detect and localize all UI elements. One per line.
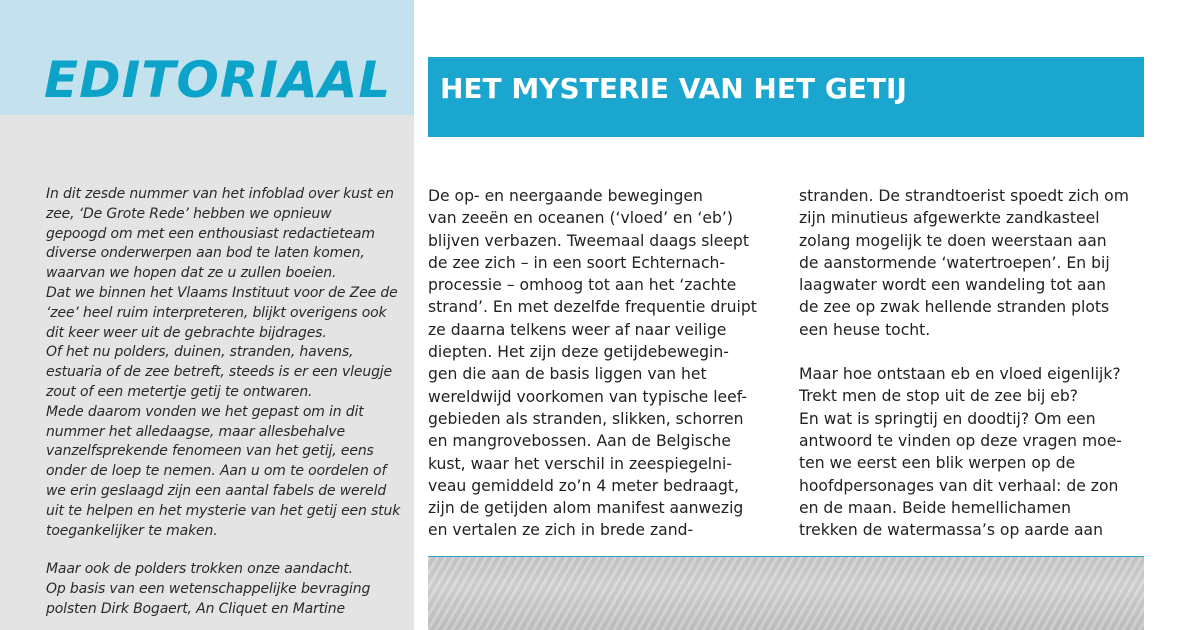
- article-text-line: en vertalen ze zich in brede zand-: [428, 521, 694, 540]
- article-title: HET MYSTERIE VAN HET GETIJ: [440, 72, 907, 105]
- editorial-text-line: we erin geslaagd zijn een aantal fabels de wereld: [46, 482, 387, 499]
- editorial-body: [46, 185, 406, 620]
- article-text-line: de aanstormende ‘watertroepen’. En bij: [799, 253, 1110, 272]
- article-text-line: gen die aan de basis liggen van het: [428, 365, 707, 384]
- editorial-text-line: dit keer weer uit de gebrachte bijdrages.: [46, 324, 327, 341]
- article-text-line: trekken de watermassa’s op aarde aan: [799, 521, 1103, 540]
- article-header: [428, 57, 1144, 137]
- editorial-sidebar: [0, 0, 414, 630]
- article-text-line: En wat is springtij en doodtij? Om een: [799, 409, 1096, 428]
- article-text-line: ten we eerst een blik werpen op de: [799, 454, 1076, 473]
- editorial-text-line: Maar ook de polders trokken onze aandacht.: [46, 561, 353, 578]
- article-text-line: gebieden als stranden, slikken, schorren: [428, 409, 744, 428]
- article-text-line: veau gemiddeld zo’n 4 meter bedraagt,: [428, 476, 739, 495]
- editorial-text-line: polsten Dirk Bogaert, An Cliquet en Martine: [46, 600, 345, 617]
- editorial-text-line: waarvan we hopen dat ze u zullen boeien.: [46, 265, 337, 282]
- editorial-text-line: toegankelijker te maken.: [46, 522, 218, 539]
- paragraph-gap: [799, 341, 1149, 363]
- editorial-text-line: gepoogd om met een enthousiast redactieteam: [46, 225, 375, 242]
- article-text-line: hoofdpersonages van dit verhaal: de zon: [799, 476, 1119, 495]
- article-text-line: van zeeën en oceanen (‘vloed’ en ‘eb’): [428, 209, 733, 228]
- editorial-text-line: uit te helpen en het mysterie van het getij een stuk: [46, 502, 401, 519]
- article-text-line: Maar hoe ontstaan eb en vloed eigenlijk?: [799, 365, 1121, 384]
- article-text-line: een heuse tocht.: [799, 320, 931, 339]
- article-text-line: processie – omhoog tot aan het ‘zachte: [428, 276, 737, 295]
- article-text-line: laagwater wordt een wandeling tot aan: [799, 276, 1106, 295]
- article-text-line: kust, waar het verschil in zeespiegelni-: [428, 454, 732, 473]
- editorial-text-line: Dat we binnen het Vlaams Instituut voor de Zee de: [46, 284, 398, 301]
- editorial-text-line: Op basis van een wetenschappelijke bevraging: [46, 581, 371, 598]
- article-text-line: en de maan. Beide hemellichamen: [799, 498, 1071, 517]
- editorial-text-line: zee, ‘De Grote Rede’ hebben we opnieuw: [46, 205, 332, 222]
- paragraph-gap: [46, 541, 406, 560]
- article-text-line: zolang mogelijk te doen weerstaan aan: [799, 231, 1107, 250]
- article-text-line: ze daarna telkens weer af naar veilige: [428, 320, 727, 339]
- article-text-line: De op- en neergaande bewegingen: [428, 187, 703, 205]
- photo-texture: [428, 557, 1144, 630]
- editorial-text-line: onder de loep te nemen. Aan u om te oordelen of: [46, 463, 387, 480]
- article-text-line: de zee zich – in een soort Echternach-: [428, 253, 726, 272]
- editorial-text-line: estuaria of de zee betreft, steeds is er een vleugje: [46, 364, 393, 381]
- article-text-line: blijven verbazen. Tweemaal daags sleept: [428, 231, 749, 250]
- article-column-1: [428, 185, 788, 542]
- article-column-2: [799, 185, 1149, 541]
- article-photo: [428, 557, 1144, 630]
- article-text-line: Trekt men de stop uit de zee bij eb?: [799, 387, 1079, 406]
- editorial-text-line: In dit zesde nummer van het infoblad over kust en: [46, 186, 394, 202]
- article-text-line: zijn de getijden alom manifest aanwezig: [428, 499, 744, 518]
- editorial-text-line: nummer het alledaagse, maar allesbehalve: [46, 423, 345, 440]
- article-text-line: zijn minutieus afgewerkte zandkasteel: [799, 209, 1100, 228]
- editorial-text-line: Mede daarom vonden we het gepast om in dit: [46, 403, 364, 420]
- article-text-line: strand’. En met dezelfde frequentie druipt: [428, 298, 757, 317]
- editorial-text-line: Of het nu polders, duinen, stranden, havens,: [46, 344, 354, 361]
- article-text-line: antwoord te vinden op deze vragen moe-: [799, 431, 1122, 450]
- article-text-line: stranden. De strandtoerist spoedt zich om: [799, 187, 1129, 205]
- editorial-text-line: ‘zee’ heel ruim interpreteren, blijkt overigens ook: [46, 304, 387, 321]
- editorial-text-line: vanzelfsprekende fenomeen van het getij, eens: [46, 443, 374, 460]
- article-text-line: de zee op zwak hellende stranden plots: [799, 298, 1110, 317]
- editorial-title: EDITORIAAL: [44, 51, 392, 109]
- article-text-line: en mangrovebossen. Aan de Belgische: [428, 432, 732, 451]
- article-text-line: wereldwijd voorkomen van typische leef-: [428, 387, 747, 406]
- editorial-text-line: zout of een metertje getij te ontwaren.: [46, 383, 313, 400]
- editorial-text-line: diverse onderwerpen aan bod te laten komen,: [46, 245, 365, 262]
- article-text-line: diepten. Het zijn deze getijdebewegin-: [428, 343, 729, 362]
